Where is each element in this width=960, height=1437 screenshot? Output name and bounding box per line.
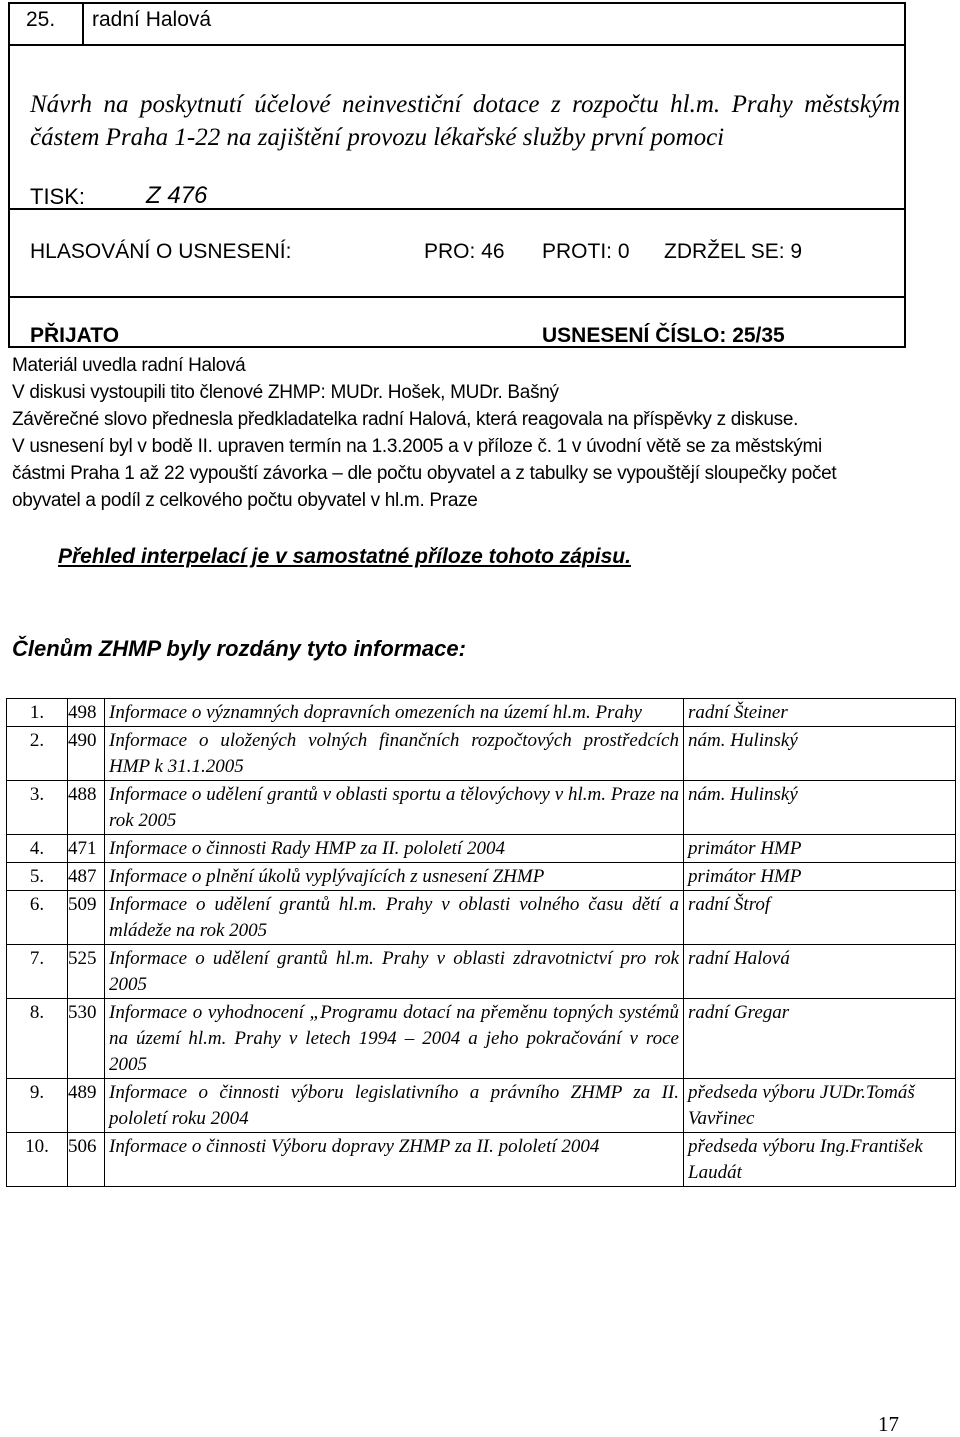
info-item-number: 1. — [7, 699, 68, 727]
info-row — [7, 863, 956, 891]
info-table — [6, 698, 956, 1187]
info-item-title: Informace o udělení grantů hl.m. Prahy v oblasti zdravotnictví pro rok 2005 — [105, 945, 684, 999]
tisk-label: TISK: — [30, 184, 86, 209]
info-item-code: 471 — [68, 835, 105, 863]
info-item-title: Informace o vyhodnocení „Programu dotací na přeměnu topných systémů na území hl.m. Prahy v letech 1994 – 2004 a jeho pokračování v roce 2005 — [105, 999, 684, 1079]
info-table-body — [7, 699, 956, 1187]
info-item-title: Informace o činnosti výboru legislativního a právního ZHMP za II. pololetí roku 2004 — [105, 1079, 684, 1133]
presenter: radní Halová — [92, 8, 212, 31]
info-row — [7, 999, 956, 1079]
body-line-final-word: Závěrečné slovo přednesla předkladatelka radní Halová, která reagovala na příspěvky z diskuse. — [12, 409, 799, 430]
status-accepted: PŘIJATO — [30, 324, 120, 347]
item-number-divider — [82, 2, 84, 46]
info-row — [7, 781, 956, 835]
info-item-title: Informace o významných dopravních omezeních na území hl.m. Prahy — [105, 699, 684, 727]
info-item-owner: primátor HMP — [684, 863, 956, 891]
info-row — [7, 891, 956, 945]
info-heading: Členům ZHMP byly rozdány tyto informace: — [12, 636, 466, 661]
info-item-title: Informace o udělení grantů hl.m. Prahy v oblasti volného času dětí a mládeže na rok 2005 — [105, 891, 684, 945]
body-line-presented: Materiál uvedla radní Halová — [12, 355, 246, 376]
info-item-code: 530 — [68, 999, 105, 1079]
info-item-code: 525 — [68, 945, 105, 999]
info-row — [7, 699, 956, 727]
info-item-owner: nám. Hulinský — [684, 727, 956, 781]
info-row — [7, 945, 956, 999]
info-row — [7, 727, 956, 781]
info-item-code: 487 — [68, 863, 105, 891]
vote-proti: PROTI: 0 — [542, 240, 630, 263]
info-item-code: 498 — [68, 699, 105, 727]
info-item-code: 506 — [68, 1133, 105, 1187]
vote-pro: PRO: 46 — [424, 240, 505, 263]
info-item-owner: primátor HMP — [684, 835, 956, 863]
info-item-number: 9. — [7, 1079, 68, 1133]
resolution-number: USNESENÍ ČÍSLO: 25/35 — [542, 324, 785, 347]
info-item-number: 4. — [7, 835, 68, 863]
voting-row-divider — [8, 296, 906, 298]
info-item-number: 7. — [7, 945, 68, 999]
info-item-number: 6. — [7, 891, 68, 945]
proposal-title: Návrh na poskytnutí účelové neinvestiční dotace z rozpočtu hl.m. Prahy městským částem Praha 1-22 na zajištění provozu lékařské služby první pomoci — [30, 91, 900, 151]
info-item-code: 489 — [68, 1079, 105, 1133]
body-line-amendment-rest: 1 v úvodní větě se za městskými — [556, 436, 822, 457]
vote-zdrzel: ZDRŽEL SE: 9 — [664, 240, 803, 263]
info-row — [7, 1079, 956, 1133]
info-item-title: Informace o činnosti Rady HMP za II. pololetí 2004 — [105, 835, 684, 863]
info-item-owner: radní Štrof — [684, 891, 956, 945]
info-item-owner: radní Šteiner — [684, 699, 956, 727]
body-line-discussion: V diskusi vystoupili tito členové ZHMP: MUDr. Hošek, MUDr. Bašný — [12, 382, 559, 403]
info-item-code: 509 — [68, 891, 105, 945]
body-line-amendment-2: částmi Praha 1 až 22 vypouští závorka – dle počtu obyvatel a z tabulky se vypouštějí sloupečky počet — [12, 463, 837, 484]
info-item-owner: předseda výboru JUDr.Tomáš Vavřinec — [684, 1079, 956, 1133]
info-item-number: 8. — [7, 999, 68, 1079]
item-number: 25. — [26, 8, 56, 31]
interpellations-note: Přehled interpelací je v samostatné příloze tohoto zápisu. — [58, 545, 631, 568]
info-item-title: Informace o uložených volných finančních rozpočtových prostředcích HMP k 31.1.2005 — [105, 727, 684, 781]
tisk-row-divider — [8, 208, 906, 210]
info-row — [7, 835, 956, 863]
info-item-owner: předseda výboru Ing.František Laudát — [684, 1133, 956, 1187]
info-item-title: Informace o plnění úkolů vyplývajících z usnesení ZHMP — [105, 863, 684, 891]
body-line-amendment-3: obyvatel a podíl z celkového počtu obyvatel v hl.m. Praze — [12, 490, 478, 511]
info-item-title: Informace o činnosti Výboru dopravy ZHMP za II. pololetí 2004 — [105, 1133, 684, 1187]
info-item-code: 488 — [68, 781, 105, 835]
body-line-amendment-bold: V usnesení byl v bodě II. upraven termín na 1.3.2005 a v příloze č. — [12, 436, 552, 457]
info-item-owner: nám. Hulinský — [684, 781, 956, 835]
info-item-number: 3. — [7, 781, 68, 835]
info-item-title: Informace o udělení grantů v oblasti sportu a tělovýchovy v hl.m. Praze na rok 2005 — [105, 781, 684, 835]
voting-label: HLASOVÁNÍ O USNESENÍ: — [30, 240, 292, 263]
info-item-owner: radní Gregar — [684, 999, 956, 1079]
body-line-amendment — [12, 436, 822, 458]
tisk-value: Z 476 — [146, 182, 208, 209]
info-item-number: 2. — [7, 727, 68, 781]
page-number: 17 — [878, 1412, 899, 1436]
info-item-owner: radní Halová — [684, 945, 956, 999]
info-row — [7, 1133, 956, 1187]
info-item-number: 10. — [7, 1133, 68, 1187]
info-item-number: 5. — [7, 863, 68, 891]
header-row-divider — [8, 44, 906, 46]
info-item-code: 490 — [68, 727, 105, 781]
